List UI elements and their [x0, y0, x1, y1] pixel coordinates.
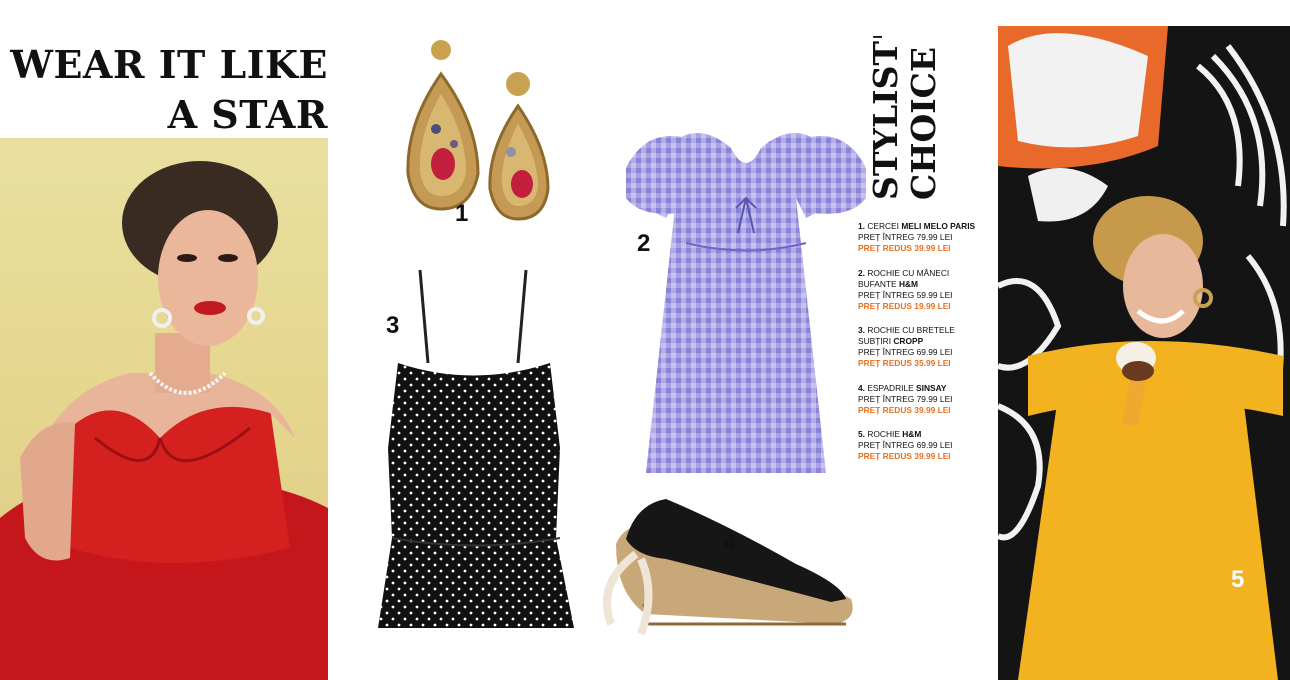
- item-title-line-cont: SUBȚIRI CROPP: [858, 336, 924, 346]
- stylists-choice-line-1: STYLIST'S: [866, 36, 905, 200]
- gingham-dress-product: [626, 108, 866, 478]
- model-photo-illustration: [998, 26, 1290, 680]
- stylists-choice-svg: [861, 36, 941, 200]
- product-number-1: 1: [455, 200, 469, 227]
- price-item-2: [858, 268, 990, 312]
- headline-line-2: A STAR: [167, 92, 328, 137]
- star-photo-illustration: [0, 138, 328, 680]
- product-price-list: [858, 221, 990, 476]
- full-price: PREȚ ÎNTREG 69.99 LEI: [858, 440, 953, 450]
- reduced-price: PREȚ REDUS 39.99 LEI: [858, 451, 951, 461]
- headline-line-1: WEAR IT LIKE: [10, 42, 328, 87]
- reduced-price: PREȚ REDUS 39.99 LEI: [858, 243, 951, 253]
- item-title-line-cont: BUFANTE H&M: [858, 278, 919, 289]
- product-number-2: 2: [637, 230, 651, 257]
- full-price: PREȚ ÎNTREG 59.99 LEI: [858, 289, 953, 300]
- item-title-line: 3. ROCHIE CU BRETELE: [858, 325, 955, 335]
- product-number-5: 5: [1231, 566, 1245, 593]
- full-price: PREȚ ÎNTREG 79.99 LEI: [858, 232, 953, 242]
- price-item-5: [858, 429, 990, 462]
- star-photo: [0, 138, 328, 680]
- gingham-dress-image: [626, 108, 866, 473]
- earrings-product: [396, 34, 556, 229]
- price-item-1: [858, 221, 990, 254]
- full-price: PREȚ ÎNTREG 79.99 LEI: [858, 393, 953, 404]
- earrings-image: [396, 34, 556, 224]
- item-title-line: 5. ROCHIE H&M: [858, 429, 922, 439]
- product-number-4: 4: [723, 530, 737, 557]
- headline: [10, 40, 328, 140]
- polka-dot-dress-product: [378, 268, 574, 641]
- stylists-choice-title: [861, 36, 941, 200]
- stylists-choice-line-2: CHOICE: [904, 46, 941, 200]
- item-title-line: 4. ESPADRILE SINSAY: [858, 382, 947, 393]
- item-title-line: 1. CERCEI MELI MELO PARIS: [858, 221, 976, 231]
- model-photo: [998, 26, 1290, 680]
- reduced-price: PREȚ REDUS 35.99 LEI: [858, 358, 951, 368]
- full-price: PREȚ ÎNTREG 69.99 LEI: [858, 347, 953, 357]
- polka-dot-dress-image: [378, 268, 574, 636]
- reduced-price: PREȚ REDUS 39.99 LEI: [858, 404, 951, 415]
- espadrille-image: [596, 484, 858, 636]
- reduced-price: PREȚ REDUS 19.99 LEI: [858, 300, 951, 311]
- price-item-3: [858, 325, 990, 369]
- espadrille-product: [596, 484, 858, 641]
- item-title-line: 2. ROCHIE CU MÂNECI: [858, 267, 950, 278]
- price-item-4: [858, 383, 990, 416]
- product-number-3: 3: [386, 312, 400, 339]
